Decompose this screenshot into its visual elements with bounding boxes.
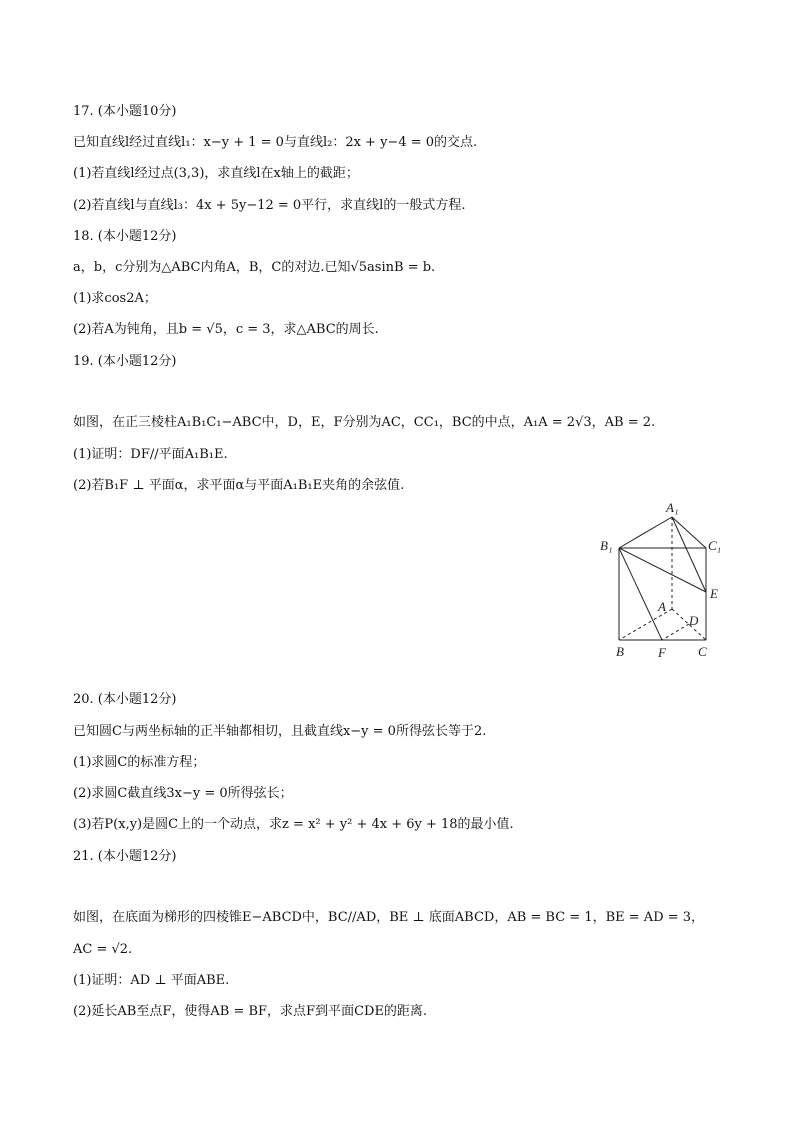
problem-19-header: 19. (本小题12分) — [73, 354, 177, 369]
edge-a1-b1 — [619, 517, 672, 548]
edge-a1-e — [672, 517, 706, 592]
problem-20-q3: (3)若P(x,y)是圆C上的一个动点，求z = x² + y² + 4x + 6y + 18的最小值. — [73, 817, 514, 832]
problem-20-stem: 已知圆C与两坐标轴的正半轴都相切，且截直线x−y = 0所得弦长等于2. — [73, 724, 487, 739]
problem-19-q1: (1)证明：DF//平面A₁B₁E. — [73, 447, 228, 462]
problem-21-q1: (1)证明：AD ⊥ 平面ABE. — [73, 973, 230, 988]
problem-18-q1: (1)求cos2A； — [73, 291, 157, 306]
problem-17-q1: (1)若直线l经过点(3,3)，求直线l在x轴上的截距； — [73, 166, 359, 181]
edge-b1-f — [619, 548, 662, 640]
label-c: C — [698, 644, 707, 659]
problem-21-stem-cont: AC = √2. — [73, 942, 133, 957]
hidden-d-f — [662, 624, 689, 640]
problem-21-header: 21. (本小题12分) — [73, 849, 177, 864]
prism-diagram — [595, 498, 735, 663]
problem-20-header: 20. (本小题12分) — [73, 692, 177, 707]
problem-21-q2: (2)延长AB至点F，使得AB = BF，求点F到平面CDE的距离. — [73, 1004, 428, 1019]
prism-figure — [595, 498, 735, 663]
problem-17-q2: (2)若直线l与直线l₃：4x + 5y−12 = 0平行，求直线l的一般式方程. — [73, 198, 466, 213]
label-a: A — [658, 599, 666, 614]
label-b: B — [616, 644, 624, 659]
problem-19-stem: 如图，在正三棱柱A₁B₁C₁−ABC中，D，E，F分别为AC，CC₁，BC的中点，A₁A = 2√3，AB = 2. — [73, 415, 656, 430]
edge-a1-c1 — [672, 517, 706, 548]
label-e: E — [710, 586, 718, 601]
problem-20-q2: (2)求圆C截直线3x−y = 0所得弦长； — [73, 786, 293, 801]
label-b1: B₁ — [600, 538, 613, 553]
edge-b1-e — [619, 548, 706, 592]
label-c1: C₁ — [708, 538, 722, 553]
problem-17-header: 17. (本小题10分) — [73, 104, 177, 119]
problem-19-q2: (2)若B₁F ⊥ 平面α，求平面α与平面A₁B₁E夹角的余弦值. — [73, 478, 405, 493]
problem-18-q2: (2)若A为钝角，且b = √5，c = 3，求△ABC的周长. — [73, 322, 379, 337]
label-a1: A₁ — [666, 500, 679, 515]
problem-17-stem: 已知直线l经过直线l₁：x−y + 1 = 0与直线l₂：2x + y−4 = 0的交点. — [73, 135, 478, 150]
label-d: D — [689, 613, 699, 628]
problem-20-q1: (1)求圆C的标准方程； — [73, 755, 206, 770]
label-f: F — [658, 645, 666, 660]
problem-21-stem: 如图，在底面为梯形的四棱锥E−ABCD中，BC//AD，BE ⊥ 底面ABCD，AB = BC = 1，BE = AD = 3， — [73, 910, 705, 925]
problem-18-stem: a，b，c分别为△ABC内角A，B，C的对边.已知√5asinB = b. — [73, 260, 436, 275]
problem-18-header: 18. (本小题12分) — [73, 229, 177, 244]
